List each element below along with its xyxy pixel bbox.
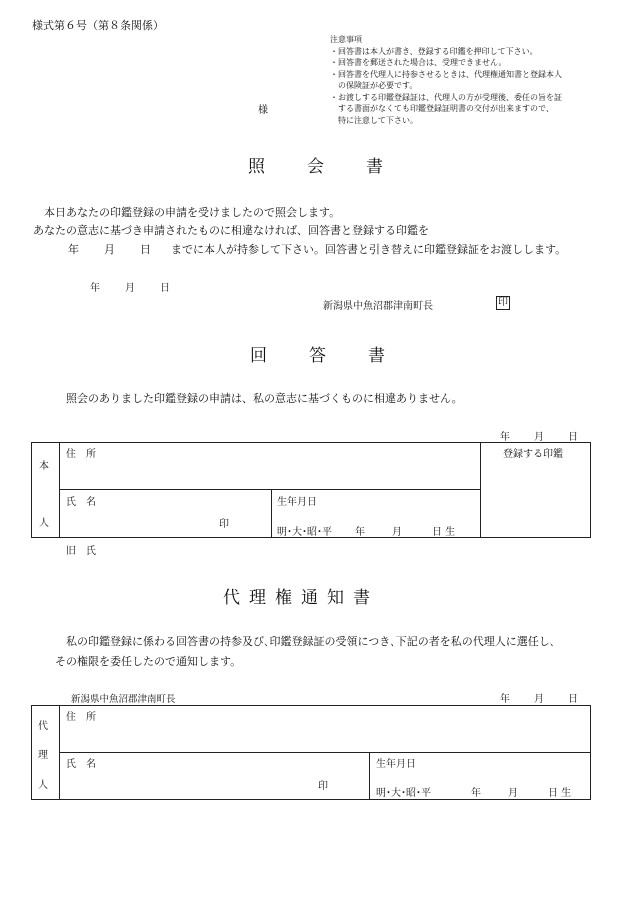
form-number: 様式第６号（第８条関係） xyxy=(32,19,164,32)
notes-section xyxy=(330,34,562,126)
note-line: する書面がなくても印鑑登録証明書の交付が出来ますので、 xyxy=(330,104,554,113)
note-line: ・回答書を代理人に持参させるときは、代理権通知書と登録本人 xyxy=(330,69,562,79)
proxy-name-label: 氏 名 xyxy=(66,759,96,770)
reply-birth-label: 生年月日 xyxy=(277,497,317,508)
note-line: ・お渡しする印鑑登録証は、代理人の方が受理後、委任の旨を証 xyxy=(330,92,562,102)
reply-side-label-bottom: 人 xyxy=(39,518,49,529)
inquiry-line-1: 本日あなたの印鑑登録の申請を受けましたので照会します。 xyxy=(44,206,341,219)
inquiry-line-2: あなたの意志に基づき申請されたものに相違なければ、回答書と登録する印鑑を xyxy=(33,224,429,237)
note-line: ・回答書を郵送された場合は、受理できません。 xyxy=(330,58,507,67)
proxy-date: 年 月 日 xyxy=(500,694,578,705)
proxy-addressee: 新潟県中魚沼郡津南町長 xyxy=(71,694,176,705)
inquiry-issuer: 新潟県中魚沼郡津南町長 xyxy=(323,301,433,312)
proxy-line-1: 私の印鑑登録に係わる回答書の持参及び､印鑑登録証の受領につき､下記の者を私の代理人に選任し､ xyxy=(66,635,556,648)
proxy-birth-label: 生年月日 xyxy=(376,759,416,770)
proxy-title: 代 理 権 通 知 書 xyxy=(223,588,370,608)
reply-side-label-top: 本 xyxy=(39,461,49,472)
registered-seal-label: 登録する印鑑 xyxy=(503,449,563,460)
reply-date: 年 月 日 xyxy=(500,432,578,443)
proxy-line-2: その権限を委任したので通知します。 xyxy=(55,655,242,668)
note-line: ・回答書は本人が書き、登録する印鑑を押印して下さい。 xyxy=(330,46,538,56)
note-line: 特に注意して下さい。 xyxy=(330,115,418,125)
inquiry-date: 年 月 日 xyxy=(90,283,170,294)
notes-heading: 注意事項 xyxy=(330,35,362,44)
former-name-label: 旧 氏 xyxy=(66,546,96,557)
proxy-seal-mark: 印 xyxy=(318,781,328,792)
proxy-side-label-2: 理 xyxy=(38,750,48,761)
inquiry-title: 照 会 書 xyxy=(248,157,383,177)
reply-birth-date: 明･大･昭･平 年 月 日 生 xyxy=(277,527,456,538)
reply-name-label: 氏 名 xyxy=(66,497,96,508)
reply-statement: 照会のありました印鑑登録の申請は、私の意志に基づくものに相違ありません。 xyxy=(66,392,463,405)
reply-title: 回 答 書 xyxy=(250,346,385,366)
proxy-birth-date: 明･大･昭･平 年 月 日 生 xyxy=(376,788,572,799)
proxy-side-label-3: 人 xyxy=(38,780,48,791)
addressee-suffix: 様 xyxy=(258,105,268,116)
issuer-seal-mark: 印 xyxy=(498,297,508,308)
reply-seal-mark: 印 xyxy=(219,519,229,530)
inquiry-line-3: 年 月 日 までに本人が持参して下さい。回答書と引き替えに印鑑登録証をお渡しします。 xyxy=(68,243,567,256)
note-line: の保険証が必要です。 xyxy=(330,81,418,90)
reply-address-label: 住 所 xyxy=(66,449,96,460)
proxy-side-label-1: 代 xyxy=(38,721,48,732)
proxy-address-label: 住 所 xyxy=(66,712,96,723)
